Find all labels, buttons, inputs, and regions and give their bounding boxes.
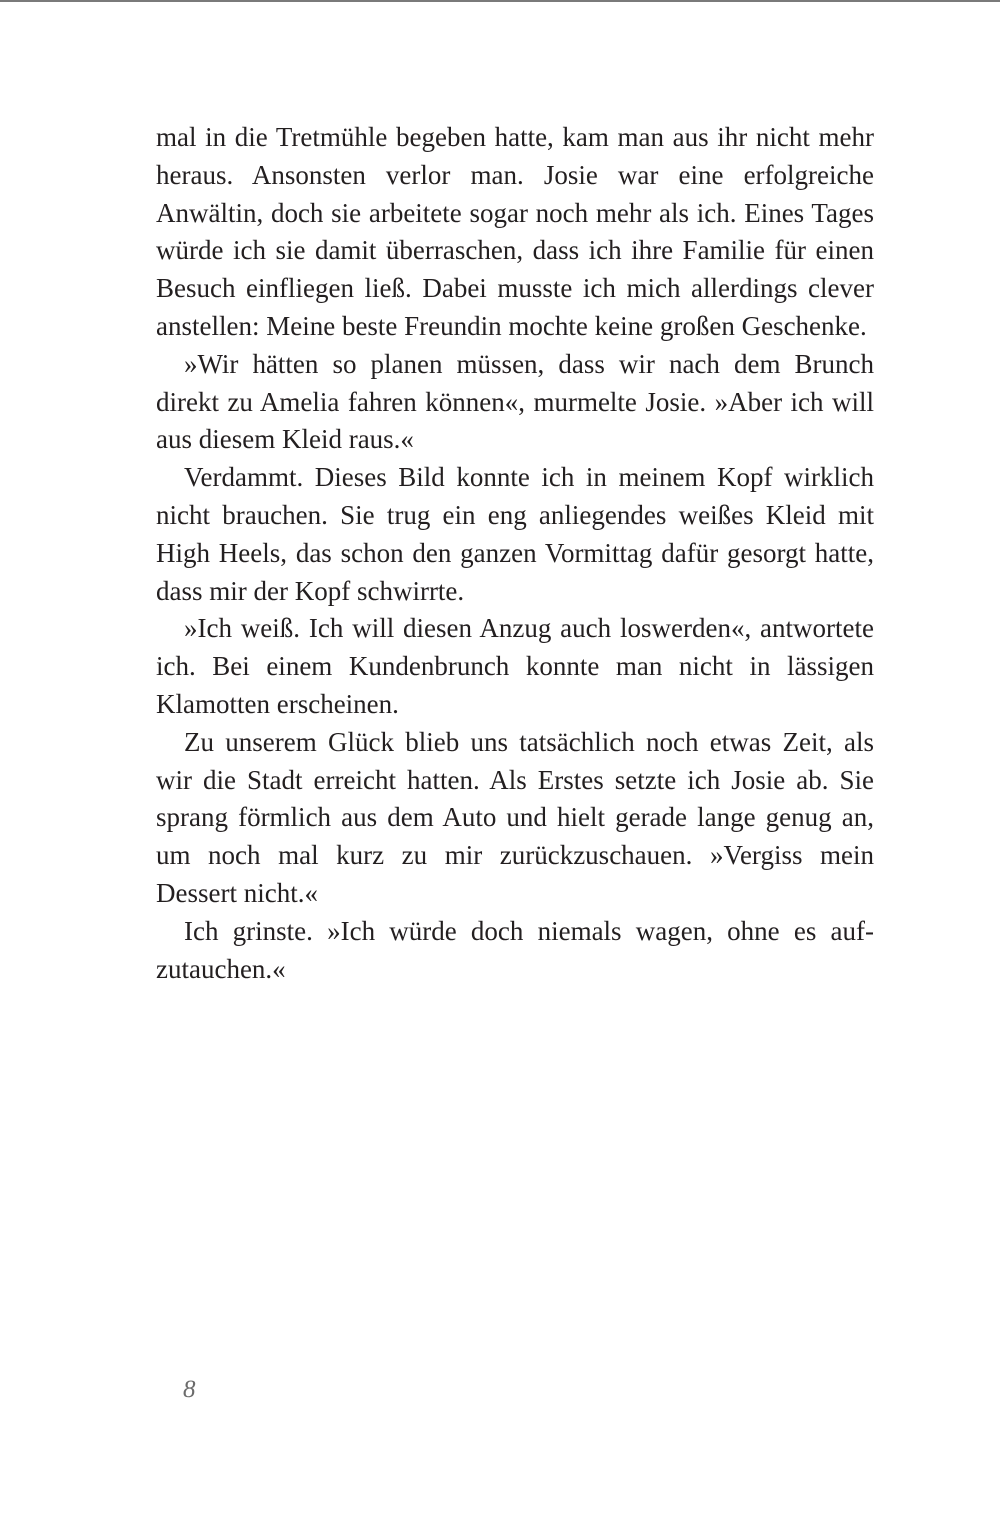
page-number: 8 [183, 1376, 196, 1403]
paragraph-5: Zu unserem Glück blieb uns tatsächlich noch etwas Zeit, als wir die Stadt erreicht hatten. Als Erstes setzte ich Josie ab. Sie sprang förmlich aus dem Auto und hielt gerade lange genug an, um noch mal kurz zu mir zurückzuschauen. »Vergiss mein Dessert nicht.« [156, 726, 874, 908]
top-border-rule [0, 0, 1000, 2]
paragraph-2: »Wir hätten so planen müssen, dass wir nach dem Brunch direkt zu Amelia fahren können«, murmelte Josie. »Aber ich will aus diesem Kleid raus.« [156, 348, 874, 455]
body-text [156, 119, 874, 988]
paragraph-6: Ich grinste. »Ich würde doch niemals wagen, ohne es aufzutauchen.« [156, 915, 874, 984]
paragraph-1: mal in die Tretmühle begeben hatte, kam man aus ihr nicht mehr heraus. Ansonsten verlor man. Josie war eine erfolgreiche Anwältin, doch sie arbeitete sogar noch mehr als ich. Eines Tages würde ich sie damit überraschen, dass ich ihre Familie für einen Besuch einfliegen ließ. Dabei musste ich mich allerdings clever anstellen: Meine beste Freundin mochte keine großen Geschenke. [156, 122, 874, 341]
paragraph-3: Verdammt. Dieses Bild konnte ich in meinem Kopf wirklich nicht brauchen. Sie trug ein eng anliegendes weißes Kleid mit High Heels, das schon den ganzen Vormittag dafür gesorgt hatte, dass mir der Kopf schwirrte. [156, 462, 874, 606]
paragraph-4: »Ich weiß. Ich will diesen Anzug auch loswerden«, antwortete ich. Bei einem Kundenbrunch konnte man nicht in lässigen Klamotten erscheinen. [156, 613, 874, 719]
